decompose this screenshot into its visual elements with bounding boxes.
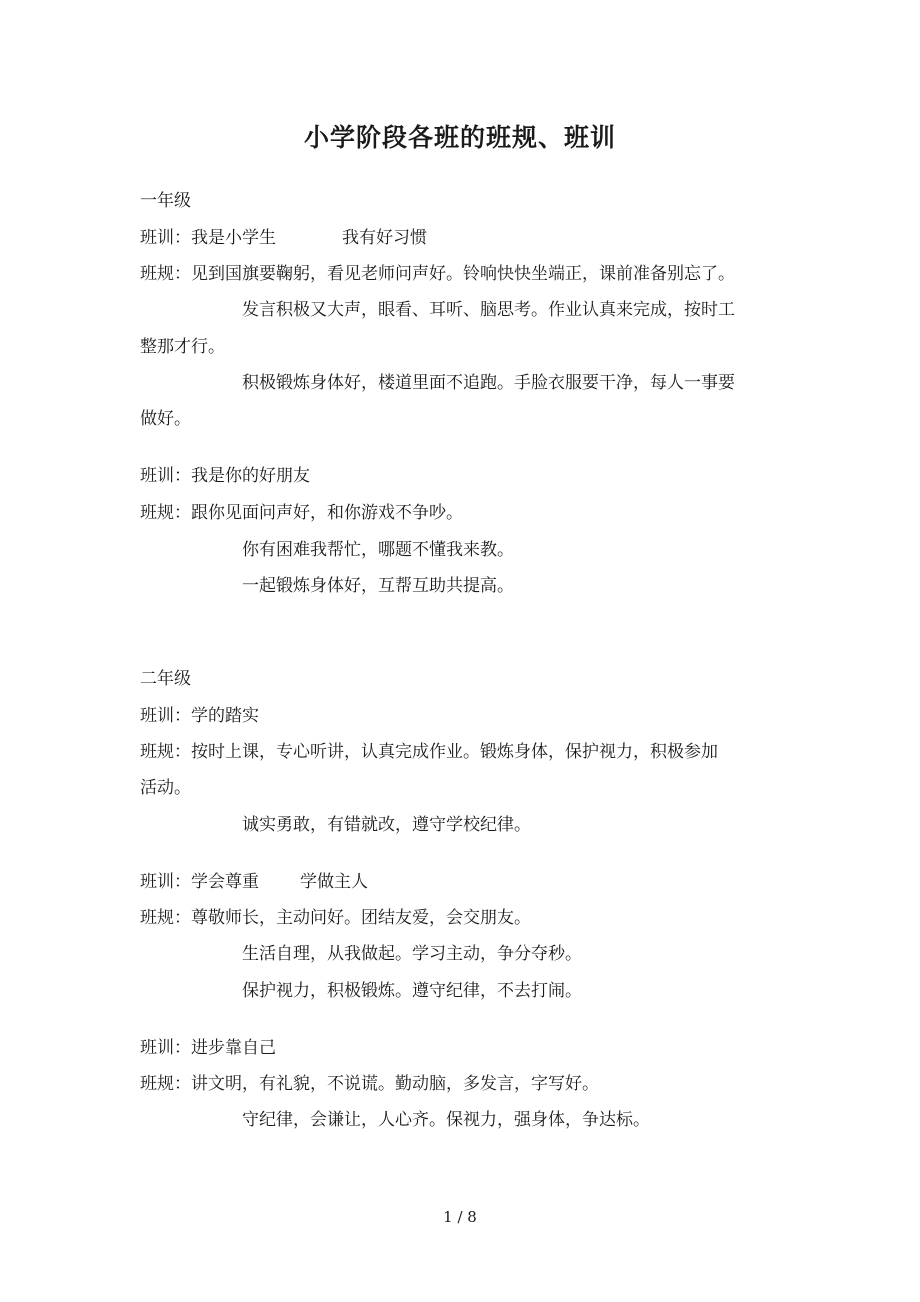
grade1-rules2-line: 你有困难我帮忙，哪题不懂我来教。	[242, 540, 514, 560]
rules-text: 跟你见面问声好，和你游戏不争吵。	[191, 503, 463, 523]
rules-text: 尊敬师长，主动问好。团结友爱，会交朋友。	[191, 908, 531, 928]
rules-label: 班规：	[140, 1074, 191, 1094]
page-number: 1 / 8	[443, 1208, 477, 1226]
grade1-motto1	[140, 227, 427, 249]
rules-text: 见到国旗要鞠躬，看见老师问声好。铃响快快坐端正，课前准备别忘了。	[191, 264, 735, 284]
motto-label: 班训：	[140, 228, 191, 248]
rules-label: 班规：	[140, 264, 191, 284]
grade2-heading: 二年级	[140, 669, 191, 689]
grade2-motto3	[140, 1037, 276, 1059]
motto-label: 班训：	[140, 466, 191, 486]
rules-label: 班规：	[140, 742, 191, 762]
motto-text: 我有好习惯	[342, 228, 427, 248]
grade2-rules1-line: 活动。	[140, 778, 191, 798]
grade1-rules1-line: 发言积极又大声，眼看、耳听、脑思考。作业认真来完成，按时工	[242, 300, 735, 320]
motto-text: 我是小学生	[191, 228, 276, 248]
grade1-heading: 一年级	[140, 191, 191, 211]
grade2-motto1	[140, 705, 259, 727]
grade2-rules2-line: 生活自理，从我做起。学习主动，争分夺秒。	[242, 944, 582, 964]
grade1-rules2-line: 一起锻炼身体好，互帮互助共提高。	[242, 576, 514, 596]
rules-text: 讲文明，有礼貌，不说谎。勤动脑，多发言，字写好。	[191, 1074, 599, 1094]
grade2-motto2	[140, 871, 368, 893]
grade1-motto2	[140, 465, 310, 487]
rules-label: 班规：	[140, 503, 191, 523]
rules-text: 按时上课，专心听讲，认真完成作业。锻炼身体，保护视力，积极参加	[191, 742, 718, 762]
grade2-rules2-line: 保护视力，积极锻炼。遵守纪律，不去打闹。	[242, 981, 582, 1001]
grade2-rules1-line: 诚实勇敢，有错就改，遵守学校纪律。	[242, 815, 531, 835]
motto-text: 我是你的好朋友	[191, 466, 310, 486]
motto-label: 班训：	[140, 706, 191, 726]
grade2-rules2-line	[140, 907, 531, 929]
grade1-rules1-line: 积极锻炼身体好，楼道里面不追跑。手脸衣服要干净，每人一事要	[242, 373, 735, 393]
motto-text: 学做主人	[300, 872, 368, 892]
grade1-rules1-line: 做好。	[140, 409, 191, 429]
grade1-rules2-line	[140, 502, 463, 524]
motto-label: 班训：	[140, 872, 191, 892]
motto-text: 学会尊重	[191, 872, 259, 892]
motto-label: 班训：	[140, 1038, 191, 1058]
grade2-rules1-line	[140, 741, 718, 763]
rules-label: 班规：	[140, 908, 191, 928]
grade1-rules1-line	[140, 263, 735, 285]
motto-text: 进步靠自己	[191, 1038, 276, 1058]
motto-text: 学的踏实	[191, 706, 259, 726]
page-title: 小学阶段各班的班规、班训	[303, 123, 616, 152]
grade2-rules3-line	[140, 1073, 599, 1095]
grade2-rules3-line: 守纪律，会谦让，人心齐。保视力，强身体，争达标。	[242, 1110, 650, 1130]
grade1-rules1-line: 整那才行。	[140, 337, 225, 357]
